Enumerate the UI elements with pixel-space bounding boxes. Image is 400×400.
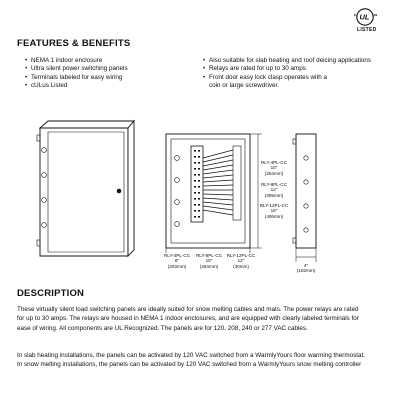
closed-enclosure-drawing — [37, 121, 134, 256]
width-dim-4pl: RLY-4PL-CC 8" (203mm) — [160, 253, 194, 269]
list-item: • NEMA 1 indoor enclosure — [25, 57, 103, 64]
description-heading: DESCRIPTION — [17, 288, 85, 299]
svg-text:us: us — [372, 12, 378, 17]
description-paragraph-2: In slab heating installations, the panels can be activated by 120 VAC switched from a WarmlyYours floor warming thermostat. In snow melting installations, the panels can be activated by 120 VAC switched from a WarmlyYours snow melting controller — [17, 352, 366, 369]
list-item: • Ultra silent power switching panels — [25, 65, 128, 73]
list-item: • cULus Listed — [25, 82, 68, 90]
depth-dim: 4" (102mm) — [296, 263, 316, 274]
description-paragraph-1: These virtually silent load switching panels are ideally suited for snow melting cables and mats. The power relays are rated for up to 30 amps. The relays are housed in NEMA 1 indoor enclosures, and are equipped with clearly labeled terminals for ease of wiring. All components are UL Recognized. The panels are for 120, 208, 240 or 277 VAC cables. — [17, 306, 359, 332]
height-dim-8pl: RLY-8PL-CC 12" (305mm) — [260, 182, 288, 198]
enclosure-side-view — [293, 134, 316, 262]
list-item: • Terminals labeled for easy wiring — [25, 73, 123, 81]
svg-text:c: c — [354, 12, 357, 17]
list-item: • Also suitable for slab heating and roof deicing applications — [203, 57, 372, 64]
open-enclosure-front-view — [166, 134, 250, 248]
list-item: • Front door easy lock clasp operates with a — [203, 73, 327, 81]
height-dim-4pl: RLY-4PL-CC 10" (254mm) — [260, 160, 288, 176]
width-dim-8pl: RLY-8PL-CC 10" (254mm) — [192, 253, 226, 269]
door-lock-icon — [117, 189, 121, 193]
width-dim-12pl: RLY-12PL-CC 12" (30mm) — [224, 253, 258, 269]
list-item: • Relays are rated for up to 30 amps — [203, 65, 306, 73]
svg-text:UL: UL — [359, 12, 370, 22]
height-dim-12pl: RLY-12PL-CC 16" (406mm) — [259, 203, 289, 219]
terminal-block — [191, 146, 203, 222]
listed-label: LISTED — [357, 27, 377, 33]
list-item-continuation: coin or large screwdriver. — [209, 82, 279, 90]
features-heading: FEATURES & BENEFITS — [17, 38, 131, 49]
